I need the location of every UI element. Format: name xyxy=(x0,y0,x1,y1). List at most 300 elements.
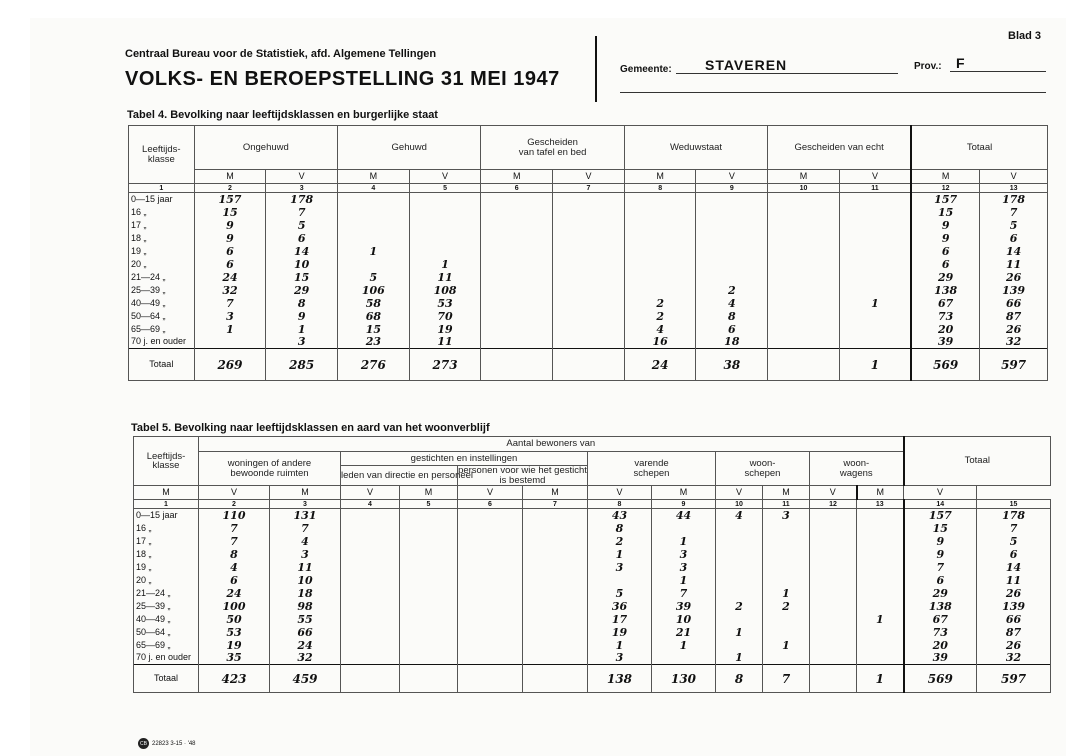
mv-header: V xyxy=(716,486,763,500)
data-cell xyxy=(458,535,523,548)
total-cell xyxy=(341,665,400,693)
total-cell: 130 xyxy=(652,665,716,693)
data-cell xyxy=(553,206,625,219)
total-label: Totaal xyxy=(134,665,199,693)
age-class-label: 50—64 „ xyxy=(134,626,199,639)
data-cell: 2 xyxy=(696,284,768,297)
group-header: Totaal xyxy=(904,437,1051,486)
data-cell: 21 xyxy=(652,626,716,639)
data-cell xyxy=(523,639,588,652)
group-header: woon- wagens xyxy=(810,452,904,486)
age-class-label: 50—64 „ xyxy=(129,310,195,323)
data-cell xyxy=(400,548,458,561)
province-line xyxy=(950,71,1046,72)
data-cell: 138 xyxy=(904,600,977,613)
table-row xyxy=(134,600,1051,613)
total-cell: 269 xyxy=(194,349,266,381)
data-cell: 131 xyxy=(270,509,341,522)
table-row xyxy=(129,284,1048,297)
mv-header: M xyxy=(652,486,716,500)
data-cell xyxy=(400,574,458,587)
data-cell xyxy=(481,232,553,245)
age-class-label: 19 „ xyxy=(129,245,195,258)
table-row xyxy=(134,587,1051,600)
mv-header: M xyxy=(763,486,810,500)
column-number: 4 xyxy=(338,184,410,193)
data-cell: 11 xyxy=(270,561,341,574)
residents-of-header: Aantal bewoners van xyxy=(199,437,904,452)
data-cell xyxy=(839,206,911,219)
data-cell xyxy=(716,574,763,587)
subgroup-header: leden van directie en personeel xyxy=(341,466,458,486)
data-cell: 138 xyxy=(911,284,980,297)
data-cell: 9 xyxy=(911,219,980,232)
data-cell: 2 xyxy=(716,600,763,613)
data-cell xyxy=(400,613,458,626)
data-cell xyxy=(400,509,458,522)
data-cell xyxy=(857,561,904,574)
data-cell: 53 xyxy=(199,626,270,639)
data-cell xyxy=(696,271,768,284)
data-cell xyxy=(553,258,625,271)
data-cell: 1 xyxy=(839,297,911,310)
column-number: 7 xyxy=(523,500,588,509)
data-cell xyxy=(523,600,588,613)
data-cell xyxy=(553,310,625,323)
data-cell xyxy=(553,323,625,336)
mv-header: V xyxy=(810,486,857,500)
data-cell: 39 xyxy=(904,652,977,665)
data-cell xyxy=(523,587,588,600)
data-cell xyxy=(624,271,696,284)
data-cell xyxy=(523,509,588,522)
data-cell: 6 xyxy=(904,574,977,587)
data-cell: 3 xyxy=(763,509,810,522)
data-cell xyxy=(624,219,696,232)
total-cell: 7 xyxy=(763,665,810,693)
data-cell xyxy=(763,652,810,665)
table4-caption: Tabel 4. Bevolking naar leeftijdsklassen en burgerlijke staat xyxy=(127,109,438,121)
group-header: Weduwstaat xyxy=(624,126,767,170)
data-cell: 17 xyxy=(588,613,652,626)
table-row xyxy=(129,336,1048,349)
data-cell: 58 xyxy=(338,297,410,310)
data-cell: 4 xyxy=(716,509,763,522)
data-cell xyxy=(458,639,523,652)
data-cell xyxy=(553,284,625,297)
data-cell: 73 xyxy=(904,626,977,639)
data-cell xyxy=(716,613,763,626)
data-cell xyxy=(624,206,696,219)
group-header: Ongehuwd xyxy=(194,126,337,170)
data-cell: 87 xyxy=(977,626,1051,639)
data-cell: 6 xyxy=(696,323,768,336)
data-cell: 106 xyxy=(338,284,410,297)
data-cell: 15 xyxy=(266,271,338,284)
data-cell: 67 xyxy=(904,613,977,626)
column-number: 13 xyxy=(980,184,1048,193)
data-cell xyxy=(400,587,458,600)
data-cell xyxy=(768,323,840,336)
data-cell xyxy=(696,219,768,232)
data-cell: 39 xyxy=(911,336,980,349)
column-number: 11 xyxy=(763,500,810,509)
data-cell: 44 xyxy=(652,509,716,522)
data-cell: 26 xyxy=(977,639,1051,652)
data-cell xyxy=(839,271,911,284)
data-cell xyxy=(857,522,904,535)
data-cell: 32 xyxy=(977,652,1051,665)
table-row xyxy=(129,258,1048,271)
total-cell xyxy=(768,349,840,381)
data-cell: 9 xyxy=(904,548,977,561)
table4 xyxy=(128,125,1048,381)
column-number: 6 xyxy=(481,184,553,193)
mv-header: V xyxy=(553,170,625,184)
data-cell: 15 xyxy=(911,206,980,219)
data-cell: 3 xyxy=(588,652,652,665)
data-cell xyxy=(857,639,904,652)
data-cell: 15 xyxy=(338,323,410,336)
data-cell xyxy=(696,245,768,258)
data-cell xyxy=(839,245,911,258)
mv-header: M xyxy=(481,170,553,184)
data-cell: 29 xyxy=(904,587,977,600)
data-cell xyxy=(763,626,810,639)
data-cell xyxy=(523,626,588,639)
data-cell xyxy=(338,258,410,271)
data-cell: 14 xyxy=(980,245,1048,258)
data-cell: 6 xyxy=(266,232,338,245)
age-class-label: 40—49 „ xyxy=(129,297,195,310)
mv-header: M xyxy=(194,170,266,184)
data-cell xyxy=(716,522,763,535)
data-cell xyxy=(696,206,768,219)
column-number: 8 xyxy=(588,500,652,509)
table-row xyxy=(134,574,1051,587)
data-cell: 73 xyxy=(911,310,980,323)
age-class-header: Leeftijds- klasse xyxy=(129,126,195,184)
data-cell xyxy=(481,284,553,297)
data-cell: 98 xyxy=(270,600,341,613)
data-cell: 15 xyxy=(904,522,977,535)
data-cell xyxy=(553,193,625,206)
data-cell xyxy=(810,535,857,548)
data-cell xyxy=(481,297,553,310)
data-cell: 6 xyxy=(980,232,1048,245)
data-cell xyxy=(341,613,400,626)
data-cell xyxy=(400,652,458,665)
data-cell xyxy=(857,509,904,522)
mv-header: V xyxy=(266,170,338,184)
table5 xyxy=(133,436,1051,693)
data-cell xyxy=(652,522,716,535)
data-cell: 66 xyxy=(980,297,1048,310)
data-cell xyxy=(857,574,904,587)
data-cell xyxy=(341,561,400,574)
data-cell: 14 xyxy=(266,245,338,258)
total-cell: 273 xyxy=(409,349,481,381)
data-cell xyxy=(839,219,911,232)
data-cell xyxy=(716,535,763,548)
data-cell: 178 xyxy=(980,193,1048,206)
data-cell: 1 xyxy=(857,613,904,626)
data-cell xyxy=(481,219,553,232)
age-class-header: Leeftijds- klasse xyxy=(134,437,199,486)
data-cell xyxy=(716,561,763,574)
total-cell: 597 xyxy=(977,665,1051,693)
data-cell xyxy=(810,639,857,652)
total-cell: 597 xyxy=(980,349,1048,381)
data-cell: 1 xyxy=(588,548,652,561)
data-cell: 18 xyxy=(270,587,341,600)
data-cell: 108 xyxy=(409,284,481,297)
data-cell xyxy=(768,232,840,245)
data-cell: 7 xyxy=(977,522,1051,535)
mv-header: V xyxy=(409,170,481,184)
total-cell: 138 xyxy=(588,665,652,693)
column-number-row xyxy=(134,500,1051,509)
data-cell xyxy=(624,258,696,271)
total-cell xyxy=(523,665,588,693)
data-cell xyxy=(763,574,810,587)
data-cell xyxy=(624,232,696,245)
data-cell xyxy=(857,548,904,561)
data-cell xyxy=(458,548,523,561)
column-number: 1 xyxy=(134,500,199,509)
data-cell xyxy=(409,193,481,206)
mv-header: V xyxy=(980,170,1048,184)
data-cell: 139 xyxy=(977,600,1051,613)
gemeente-value: STAVEREN xyxy=(705,57,788,73)
data-cell xyxy=(458,561,523,574)
total-cell xyxy=(553,349,625,381)
mv-header: V xyxy=(588,486,652,500)
column-number: 2 xyxy=(194,184,266,193)
data-cell: 1 xyxy=(716,652,763,665)
data-cell: 15 xyxy=(194,206,266,219)
data-cell: 6 xyxy=(911,258,980,271)
data-cell xyxy=(763,561,810,574)
data-cell xyxy=(338,193,410,206)
total-cell: 24 xyxy=(624,349,696,381)
data-cell: 67 xyxy=(911,297,980,310)
total-cell: 1 xyxy=(839,349,911,381)
table-row xyxy=(129,232,1048,245)
data-cell xyxy=(341,522,400,535)
data-cell xyxy=(481,336,553,349)
data-cell xyxy=(810,548,857,561)
data-cell xyxy=(481,206,553,219)
data-cell: 18 xyxy=(696,336,768,349)
header-divider xyxy=(595,36,597,102)
total-row xyxy=(134,665,1051,693)
column-number: 5 xyxy=(409,184,481,193)
data-cell xyxy=(652,652,716,665)
data-cell: 50 xyxy=(199,613,270,626)
total-cell: 1 xyxy=(857,665,904,693)
mv-header: V xyxy=(904,486,977,500)
data-cell: 43 xyxy=(588,509,652,522)
data-cell xyxy=(839,323,911,336)
data-cell: 2 xyxy=(588,535,652,548)
data-cell xyxy=(523,574,588,587)
data-cell xyxy=(810,600,857,613)
table-row xyxy=(134,509,1051,522)
data-cell: 178 xyxy=(977,509,1051,522)
total-cell: 285 xyxy=(266,349,338,381)
data-cell: 3 xyxy=(266,336,338,349)
group-header: varende schepen xyxy=(588,452,716,486)
data-cell: 19 xyxy=(409,323,481,336)
age-class-label: 70 j. en ouder xyxy=(134,652,199,665)
age-class-label: 19 „ xyxy=(134,561,199,574)
mv-header: M xyxy=(911,170,980,184)
table-row xyxy=(129,219,1048,232)
data-cell: 2 xyxy=(624,310,696,323)
column-number: 1 xyxy=(129,184,195,193)
age-class-label: 65—69 „ xyxy=(134,639,199,652)
data-cell: 1 xyxy=(763,639,810,652)
column-number: 2 xyxy=(199,500,270,509)
table-row xyxy=(134,522,1051,535)
data-cell: 1 xyxy=(409,258,481,271)
column-number: 12 xyxy=(911,184,980,193)
data-cell: 55 xyxy=(270,613,341,626)
table-row xyxy=(129,193,1048,206)
data-cell xyxy=(553,336,625,349)
data-cell xyxy=(400,535,458,548)
data-cell xyxy=(696,193,768,206)
data-cell: 1 xyxy=(266,323,338,336)
data-cell: 139 xyxy=(980,284,1048,297)
total-cell: 423 xyxy=(199,665,270,693)
age-class-label: 21—24 „ xyxy=(129,271,195,284)
data-cell xyxy=(763,522,810,535)
data-cell: 178 xyxy=(266,193,338,206)
total-cell xyxy=(810,665,857,693)
mv-header: M xyxy=(338,170,410,184)
table-row xyxy=(129,245,1048,258)
data-cell: 8 xyxy=(266,297,338,310)
data-cell xyxy=(458,574,523,587)
data-cell: 100 xyxy=(199,600,270,613)
table5-caption: Tabel 5. Bevolking naar leeftijdsklassen en aard van het woonverblijf xyxy=(131,422,490,434)
data-cell: 157 xyxy=(904,509,977,522)
data-cell: 4 xyxy=(624,323,696,336)
data-cell: 19 xyxy=(588,626,652,639)
data-cell xyxy=(409,219,481,232)
data-cell xyxy=(400,626,458,639)
age-class-label: 70 j. en ouder xyxy=(129,336,195,349)
data-cell xyxy=(768,193,840,206)
data-cell: 26 xyxy=(980,271,1048,284)
data-cell: 6 xyxy=(977,548,1051,561)
data-cell xyxy=(763,548,810,561)
data-cell: 32 xyxy=(270,652,341,665)
data-cell: 8 xyxy=(199,548,270,561)
data-cell xyxy=(409,245,481,258)
column-number: 5 xyxy=(400,500,458,509)
data-cell: 29 xyxy=(266,284,338,297)
data-cell xyxy=(400,600,458,613)
data-cell xyxy=(768,284,840,297)
data-cell: 10 xyxy=(270,574,341,587)
data-cell: 19 xyxy=(199,639,270,652)
total-cell: 569 xyxy=(911,349,980,381)
form-footer xyxy=(138,738,196,749)
age-class-label: 0—15 jaar xyxy=(134,509,199,522)
data-cell xyxy=(341,574,400,587)
group-header: woningen of andere bewoonde ruimten xyxy=(199,452,341,486)
data-cell xyxy=(588,574,652,587)
mv-header: V xyxy=(199,486,270,500)
group-header: Gescheiden van tafel en bed xyxy=(481,126,624,170)
data-cell: 11 xyxy=(977,574,1051,587)
data-cell: 3 xyxy=(652,548,716,561)
data-cell xyxy=(768,297,840,310)
data-cell xyxy=(523,522,588,535)
data-cell: 26 xyxy=(980,323,1048,336)
group-header: Totaal xyxy=(911,126,1047,170)
data-cell xyxy=(768,245,840,258)
group-header: Gehuwd xyxy=(338,126,481,170)
data-cell xyxy=(458,587,523,600)
data-cell: 1 xyxy=(652,574,716,587)
data-cell: 16 xyxy=(624,336,696,349)
data-cell: 157 xyxy=(911,193,980,206)
data-cell xyxy=(839,258,911,271)
form-code: 22823 3-15 · '48 xyxy=(152,740,196,747)
data-cell: 68 xyxy=(338,310,410,323)
data-cell xyxy=(553,271,625,284)
age-class-label: 65—69 „ xyxy=(129,323,195,336)
data-cell xyxy=(553,219,625,232)
data-cell: 20 xyxy=(904,639,977,652)
data-cell xyxy=(341,509,400,522)
age-class-label: 25—39 „ xyxy=(134,600,199,613)
column-number: 9 xyxy=(696,184,768,193)
data-cell: 3 xyxy=(194,310,266,323)
column-number: 12 xyxy=(810,500,857,509)
data-cell xyxy=(768,336,840,349)
data-cell: 32 xyxy=(194,284,266,297)
total-row xyxy=(129,349,1048,381)
data-cell: 110 xyxy=(199,509,270,522)
data-cell xyxy=(458,522,523,535)
data-cell: 39 xyxy=(652,600,716,613)
data-cell: 24 xyxy=(270,639,341,652)
data-cell xyxy=(400,639,458,652)
table-row xyxy=(134,613,1051,626)
data-cell: 9 xyxy=(266,310,338,323)
data-cell: 7 xyxy=(980,206,1048,219)
data-cell xyxy=(696,258,768,271)
column-number: 10 xyxy=(768,184,840,193)
data-cell xyxy=(553,232,625,245)
data-cell xyxy=(458,613,523,626)
data-cell xyxy=(481,323,553,336)
data-cell: 7 xyxy=(652,587,716,600)
data-cell: 7 xyxy=(266,206,338,219)
data-cell xyxy=(810,587,857,600)
data-cell: 24 xyxy=(194,271,266,284)
data-cell xyxy=(523,548,588,561)
data-cell xyxy=(553,297,625,310)
data-cell: 66 xyxy=(977,613,1051,626)
data-cell: 29 xyxy=(911,271,980,284)
province-value: F xyxy=(956,55,965,71)
